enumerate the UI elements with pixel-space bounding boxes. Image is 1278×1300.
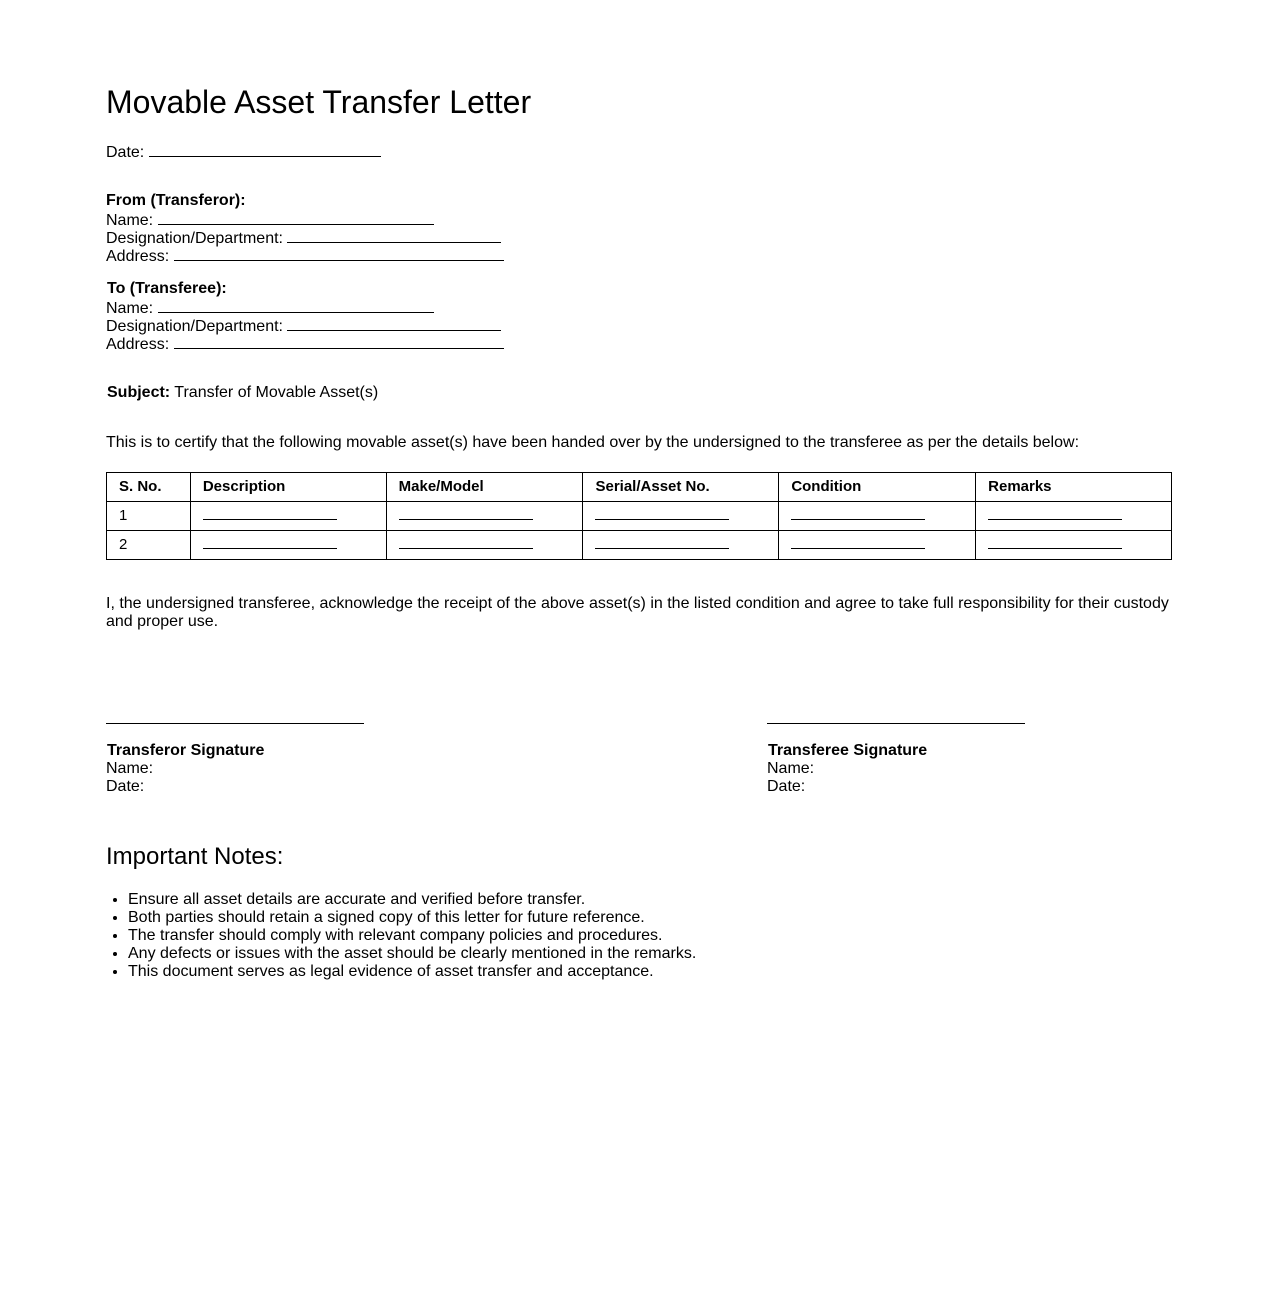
transferee-designation-blank[interactable]	[287, 316, 501, 331]
col-header-remarks: Remarks	[976, 473, 1172, 502]
transferor-name-row	[106, 210, 504, 228]
col-header-make-model: Make/Model	[386, 473, 583, 502]
row-sno: 1	[107, 502, 191, 531]
make-model-blank[interactable]	[399, 507, 533, 520]
transferor-section	[106, 192, 504, 264]
transferor-address-blank[interactable]	[174, 246, 504, 261]
asset-table	[106, 472, 1172, 560]
list-item: • The transfer should comply with relevant company policies and procedures.	[128, 927, 696, 945]
subject-line	[107, 384, 378, 402]
col-header-sno: S. No.	[107, 473, 191, 502]
transferee-designation-row	[106, 316, 504, 334]
make-model-cell[interactable]	[386, 502, 583, 531]
notes-heading: Important Notes:	[106, 843, 284, 870]
transferee-address-label: Address:	[106, 336, 170, 353]
condition-cell[interactable]	[779, 502, 976, 531]
remarks-blank[interactable]	[988, 507, 1122, 520]
serial-cell[interactable]	[583, 502, 779, 531]
transferor-signature-line[interactable]	[106, 716, 364, 724]
description-blank[interactable]	[203, 507, 337, 520]
list-item: • Any defects or issues with the asset should be clearly mentioned in the remarks.	[128, 945, 696, 963]
transferor-heading: From (Transferor):	[106, 192, 246, 209]
transferee-name-row	[106, 298, 504, 316]
transferee-signature-name: Name:	[767, 760, 815, 777]
remarks-cell[interactable]	[976, 502, 1172, 531]
list-item: • This document serves as legal evidence of asset transfer and acceptance.	[128, 963, 696, 981]
condition-cell[interactable]	[779, 531, 976, 560]
make-model-blank[interactable]	[399, 536, 533, 549]
transferee-name-label: Name:	[106, 300, 154, 317]
transferee-heading: To (Transferee):	[107, 280, 227, 297]
transferee-signature-date: Date:	[767, 778, 806, 795]
make-model-cell[interactable]	[386, 531, 583, 560]
transferee-address-row	[106, 334, 504, 352]
subject-label: Subject:	[107, 384, 171, 401]
col-header-description: Description	[190, 473, 386, 502]
condition-blank[interactable]	[791, 507, 925, 520]
transferor-designation-label: Designation/Department:	[106, 230, 283, 247]
transferee-address-blank[interactable]	[174, 334, 504, 349]
certify-paragraph: This is to certify that the following movable asset(s) have been handed over by the undersigned to the transferee as per the details below:	[106, 434, 1080, 451]
transferee-signature-heading: Transferee Signature	[768, 742, 928, 759]
transferee-name-blank[interactable]	[158, 298, 434, 313]
col-header-condition: Condition	[779, 473, 976, 502]
transferor-signature-name: Name:	[106, 760, 154, 777]
date-row	[106, 142, 381, 162]
remarks-cell[interactable]	[976, 531, 1172, 560]
list-item: • Both parties should retain a signed copy of this letter for future reference.	[128, 909, 696, 927]
condition-blank[interactable]	[791, 536, 925, 549]
transferor-address-row	[106, 246, 504, 264]
remarks-blank[interactable]	[988, 536, 1122, 549]
description-cell[interactable]	[190, 502, 386, 531]
transferor-signature-date: Date:	[106, 778, 145, 795]
date-blank[interactable]	[149, 142, 381, 157]
transferor-designation-blank[interactable]	[287, 228, 501, 243]
subject-text: Transfer of Movable Asset(s)	[174, 384, 379, 401]
notes-list	[106, 891, 696, 981]
table-row	[107, 502, 1172, 531]
transferee-signature-block	[767, 716, 1025, 796]
transferor-name-label: Name:	[106, 212, 154, 229]
date-label: Date:	[106, 144, 145, 161]
transferor-name-blank[interactable]	[158, 210, 434, 225]
description-cell[interactable]	[190, 531, 386, 560]
transferor-signature-heading: Transferor Signature	[107, 742, 265, 759]
col-header-serial: Serial/Asset No.	[583, 473, 779, 502]
transferor-address-label: Address:	[106, 248, 170, 265]
acknowledgement-paragraph: I, the undersigned transferee, acknowledge the receipt of the above asset(s) in the listed condition and agree to take full responsibility for their custody and proper use.	[106, 595, 1169, 630]
transferee-signature-line[interactable]	[767, 716, 1025, 724]
list-item: • Ensure all asset details are accurate and verified before transfer.	[128, 891, 696, 909]
transferee-designation-label: Designation/Department:	[106, 318, 283, 335]
serial-cell[interactable]	[583, 531, 779, 560]
transferee-section	[106, 280, 504, 352]
transferor-designation-row	[106, 228, 504, 246]
asset-table-header-row	[107, 473, 1172, 502]
description-blank[interactable]	[203, 536, 337, 549]
serial-blank[interactable]	[595, 507, 729, 520]
table-row	[107, 531, 1172, 560]
row-sno: 2	[107, 531, 191, 560]
document-title: Movable Asset Transfer Letter	[106, 84, 532, 120]
serial-blank[interactable]	[595, 536, 729, 549]
transferor-signature-block	[106, 716, 364, 796]
